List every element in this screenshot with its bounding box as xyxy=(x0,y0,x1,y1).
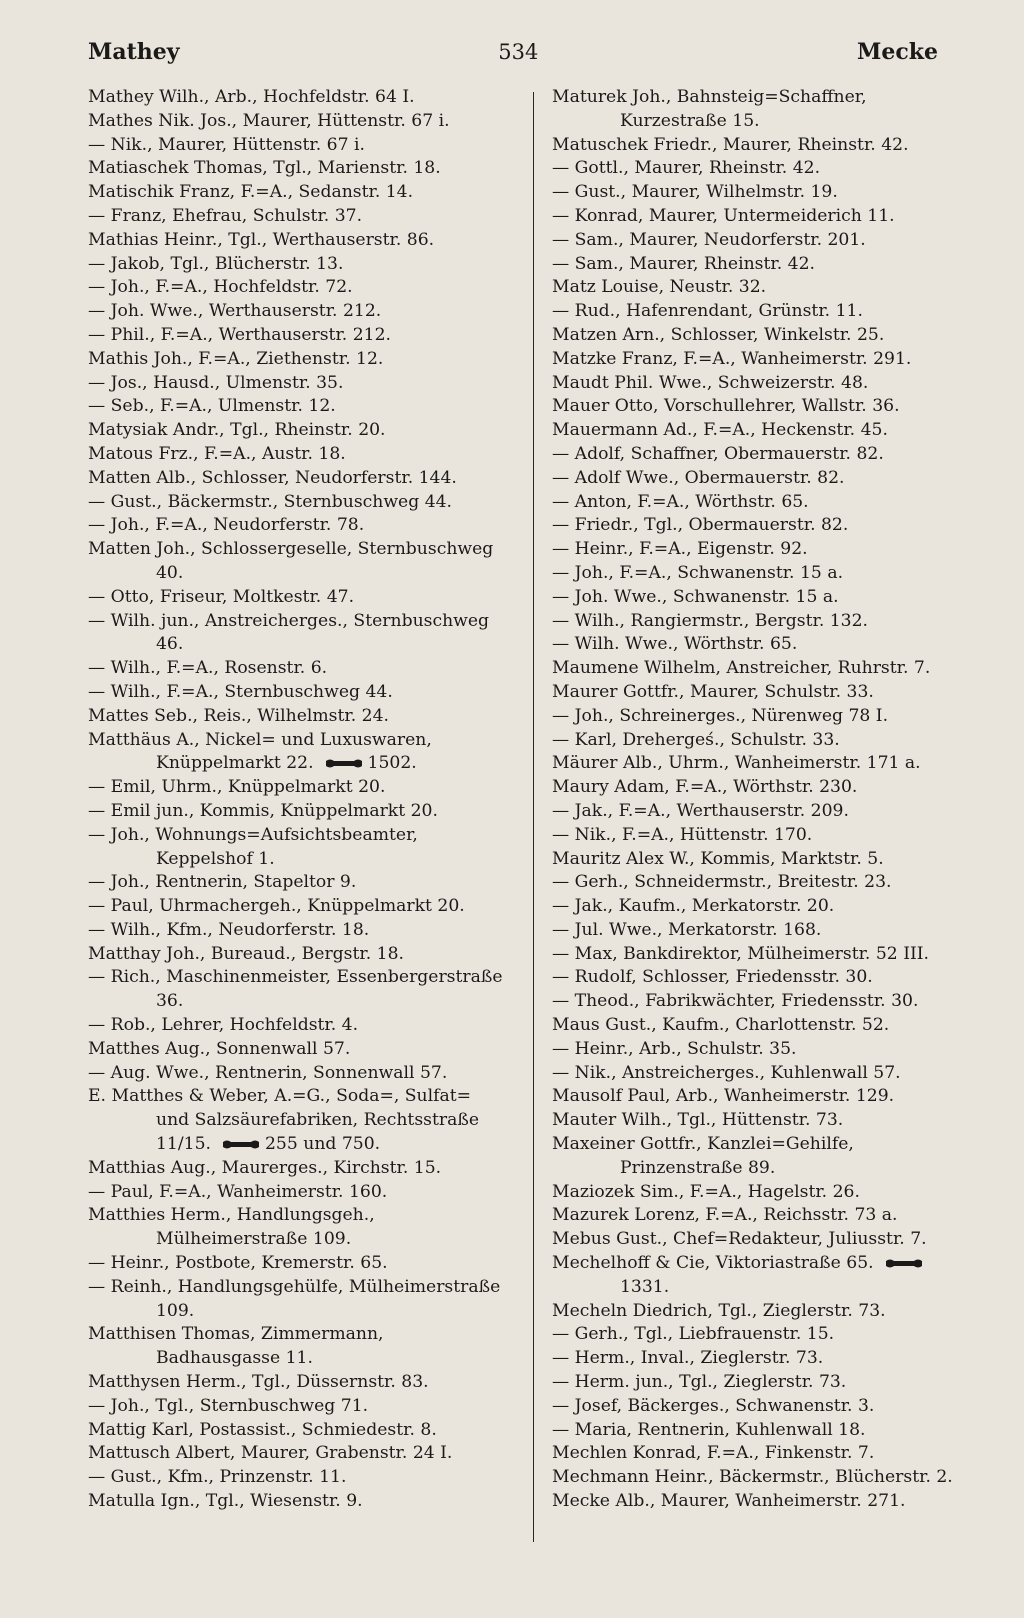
entry-text: Mauritz Alex W., Kommis, Marktstr. 5. xyxy=(552,848,884,869)
directory-entry xyxy=(552,871,970,895)
entry-text: — Gerh., Schneidermstr., Breitestr. 23. xyxy=(552,872,892,893)
entry-text: — Rudolf, Schlosser, Friedensstr. 30. xyxy=(552,967,873,988)
directory-entry xyxy=(88,443,508,467)
directory-entry xyxy=(552,1228,970,1252)
directory-entry xyxy=(88,895,508,919)
directory-entry xyxy=(552,752,970,776)
directory-entry xyxy=(552,1252,970,1300)
telephone-icon xyxy=(221,1139,261,1150)
directory-entry xyxy=(552,848,970,872)
entry-text: — Wilh., F.=A., Rosenstr. 6. xyxy=(88,658,328,679)
directory-entry xyxy=(88,966,508,1014)
directory-entry xyxy=(552,443,970,467)
directory-entry xyxy=(88,919,508,943)
entry-text: — Heinr., Arb., Schulstr. 35. xyxy=(552,1038,797,1059)
directory-entry xyxy=(552,681,970,705)
entry-text: — Gust., Kfm., Prinzenstr. 11. xyxy=(88,1467,347,1488)
directory-entry xyxy=(88,300,508,324)
entry-text: — Rud., Hafenrendant, Grünstr. 11. xyxy=(552,301,863,322)
entry-text: Matten Alb., Schlosser, Neudorferstr. 144. xyxy=(88,467,457,488)
entry-text: Mebus Gust., Chef=Redakteur, Juliusstr. 7. xyxy=(552,1229,927,1250)
directory-entry xyxy=(552,1490,970,1514)
entry-text: Matz Louise, Neustr. 32. xyxy=(552,277,767,298)
entry-text: Mauter Wilh., Tgl., Hüttenstr. 73. xyxy=(552,1110,844,1131)
entry-text: — Wilh., F.=A., Sternbuschweg 44. xyxy=(88,681,393,702)
entry-text: — Maria, Rentnerin, Kuhlenwall 18. xyxy=(552,1419,866,1440)
directory-entry xyxy=(88,372,508,396)
directory-entry xyxy=(552,705,970,729)
directory-entry xyxy=(552,1062,970,1086)
directory-entry xyxy=(552,491,970,515)
entry-text: — Otto, Friseur, Moltkestr. 47. xyxy=(88,586,355,607)
directory-entry xyxy=(88,1323,508,1371)
directory-entry xyxy=(552,966,970,990)
entry-text: — Joh., Schreinerges., Nürenweg 78 I. xyxy=(552,705,889,726)
directory-entry xyxy=(552,205,970,229)
entry-text: — Joh., F.=A., Hochfeldstr. 72. xyxy=(88,277,353,298)
entry-text: Mecheln Diedrich, Tgl., Zieglerstr. 73. xyxy=(552,1300,886,1321)
directory-entry xyxy=(552,657,970,681)
entry-text: — Theod., Fabrikwächter, Friedensstr. 30. xyxy=(552,991,919,1012)
directory-entry xyxy=(88,538,508,586)
entry-text: Mathey Wilh., Arb., Hochfeldstr. 64 I. xyxy=(88,87,415,107)
entry-text: — Jak., Kaufm., Merkatorstr. 20. xyxy=(552,896,835,917)
entry-text: — Rich., Maschinenmeister, Essenbergerstraße 36. xyxy=(88,967,503,1012)
directory-entry xyxy=(552,586,970,610)
phone-number: 1502. xyxy=(367,753,417,774)
directory-entry xyxy=(88,800,508,824)
entry-text: Mecke Alb., Maurer, Wanheimerstr. 271. xyxy=(552,1491,906,1512)
directory-entry xyxy=(88,276,508,300)
telephone-icon xyxy=(324,758,364,769)
directory-entry xyxy=(88,348,508,372)
entry-text: — Emil jun., Kommis, Knüppelmarkt 20. xyxy=(88,800,438,821)
entry-text: — Gust., Bäckermstr., Sternbuschweg 44. xyxy=(88,491,453,512)
directory-entry xyxy=(552,1038,970,1062)
entry-text: Matthies Herm., Handlungsgeh., Mülheimerstraße 109. xyxy=(88,1205,375,1250)
directory-entry xyxy=(88,657,508,681)
entry-text: — Heinr., Postbote, Kremerstr. 65. xyxy=(88,1253,388,1274)
directory-entry xyxy=(552,372,970,396)
entry-text: Mechelhoff & Cie, Viktoriastraße 65. xyxy=(552,1253,874,1274)
entry-text: Maus Gust., Kaufm., Charlottenstr. 52. xyxy=(552,1015,890,1036)
entry-text: — Jak., F.=A., Werthauserstr. 209. xyxy=(552,800,849,821)
entry-text: — Sam., Maurer, Rheinstr. 42. xyxy=(552,253,815,274)
entry-text: — Joh., F.=A., Schwanenstr. 15 a. xyxy=(552,562,844,583)
entry-text: — Wilh. Wwe., Wörthstr. 65. xyxy=(552,634,798,655)
directory-entry xyxy=(552,419,970,443)
directory-entry xyxy=(552,157,970,181)
entry-text: Matthysen Herm., Tgl., Düssernstr. 83. xyxy=(88,1372,429,1393)
entry-text: — Phil., F.=A., Werthauserstr. 212. xyxy=(88,324,391,345)
directory-entry xyxy=(88,110,508,134)
directory-entry xyxy=(552,514,970,538)
entry-text: — Franz, Ehefrau, Schulstr. 37. xyxy=(88,205,363,226)
entry-text: E. Matthes & Weber, A.=G., Soda=, Sulfat= und Salzsäurefabriken, Rechtsstraße 11/15. xyxy=(88,1086,479,1155)
directory-entry xyxy=(552,895,970,919)
header-last-name: Mecke xyxy=(856,39,938,65)
directory-entry xyxy=(88,729,508,777)
entry-text: — Reinh., Handlungsgehülfe, Mülheimerstraße 109. xyxy=(88,1276,501,1321)
entry-text: Matthäus A., Nickel= und Luxuswaren, Knüppelmarkt 22. xyxy=(88,729,432,774)
entry-text: Maury Adam, F.=A., Wörthstr. 230. xyxy=(552,777,858,798)
directory-entry xyxy=(88,586,508,610)
entry-text: Matysiak Andr., Tgl., Rheinstr. 20. xyxy=(88,420,386,441)
directory-entry xyxy=(552,562,970,586)
entry-text: — Herm., Inval., Zieglerstr. 73. xyxy=(552,1348,824,1369)
directory-entry xyxy=(88,1442,508,1466)
directory-entry xyxy=(88,1276,508,1324)
directory-entry xyxy=(88,610,508,658)
entry-text: — Paul, Uhrmachergeh., Knüppelmarkt 20. xyxy=(88,896,465,917)
directory-entry xyxy=(88,1181,508,1205)
directory-entry xyxy=(552,467,970,491)
entry-text: Mauermann Ad., F.=A., Heckenstr. 45. xyxy=(552,420,888,441)
entry-text: Mausolf Paul, Arb., Wanheimerstr. 129. xyxy=(552,1086,895,1107)
entry-text: Mathis Joh., F.=A., Ziethenstr. 12. xyxy=(88,348,384,369)
directory-entry xyxy=(552,229,970,253)
entry-text: — Emil, Uhrm., Knüppelmarkt 20. xyxy=(88,777,386,798)
directory-entry xyxy=(552,1395,970,1419)
directory-entry xyxy=(88,205,508,229)
entry-text: Matthes Aug., Sonnenwall 57. xyxy=(88,1038,351,1059)
entry-text: — Aug. Wwe., Rentnerin, Sonnenwall 57. xyxy=(88,1062,448,1083)
entry-text: Matischik Franz, F.=A., Sedanstr. 14. xyxy=(88,182,414,203)
directory-entry xyxy=(552,1181,970,1205)
directory-entry xyxy=(88,134,508,158)
entry-text: Matuschek Friedr., Maurer, Rheinstr. 42. xyxy=(552,134,909,155)
entry-text: Matiaschek Thomas, Tgl., Marienstr. 18. xyxy=(88,158,441,179)
column-divider xyxy=(533,92,534,1542)
directory-entry xyxy=(88,467,508,491)
directory-entry xyxy=(552,538,970,562)
directory-entry xyxy=(88,491,508,515)
directory-entry xyxy=(552,1085,970,1109)
entry-text: Mattes Seb., Reis., Wilhelmstr. 24. xyxy=(88,705,389,726)
directory-entry xyxy=(552,610,970,634)
entry-text: Matulla Ign., Tgl., Wiesenstr. 9. xyxy=(88,1491,363,1512)
entry-text: Matzen Arn., Schlosser, Winkelstr. 25. xyxy=(552,324,885,345)
entry-text: Mauer Otto, Vorschullehrer, Wallstr. 36. xyxy=(552,396,900,417)
directory-entry xyxy=(552,919,970,943)
directory-entry xyxy=(88,1014,508,1038)
entry-text: Matthay Joh., Bureaud., Bergstr. 18. xyxy=(88,943,404,964)
entry-text: — Gottl., Maurer, Rheinstr. 42. xyxy=(552,158,821,179)
directory-entry xyxy=(552,824,970,848)
directory-entry xyxy=(552,395,970,419)
directory-entry xyxy=(552,1204,970,1228)
entry-text: — Wilh., Rangiermstr., Bergstr. 132. xyxy=(552,610,869,631)
directory-entry xyxy=(88,324,508,348)
entry-text: — Anton, F.=A., Wörthstr. 65. xyxy=(552,491,809,512)
directory-entry xyxy=(88,157,508,181)
entry-text: — Joh. Wwe., Werthauserstr. 212. xyxy=(88,301,382,322)
entry-text: Matthias Aug., Maurerges., Kirchstr. 15. xyxy=(88,1157,442,1178)
directory-entry xyxy=(88,253,508,277)
entry-text: — Wilh. jun., Anstreicherges., Sternbuschweg 46. xyxy=(88,610,490,655)
directory-entry xyxy=(552,1300,970,1324)
directory-entry xyxy=(552,1419,970,1443)
directory-entry xyxy=(552,300,970,324)
directory-entry xyxy=(552,181,970,205)
entry-text: Maumene Wilhelm, Anstreicher, Ruhrstr. 7. xyxy=(552,658,931,679)
entry-text: — Friedr., Tgl., Obermauerstr. 82. xyxy=(552,515,849,536)
entry-text: — Nik., Maurer, Hüttenstr. 67 i. xyxy=(88,134,365,155)
entry-text: — Gust., Maurer, Wilhelmstr. 19. xyxy=(552,182,838,203)
directory-entry xyxy=(88,1085,508,1156)
right-column xyxy=(552,86,970,1514)
directory-entry xyxy=(552,1347,970,1371)
entry-text: Matten Joh., Schlossergeselle, Sternbuschweg 40. xyxy=(88,539,494,583)
directory-entry xyxy=(552,253,970,277)
entry-text: — Joh., Rentnerin, Stapeltor 9. xyxy=(88,872,357,893)
entry-text: — Seb., F.=A., Ulmenstr. 12. xyxy=(88,396,336,417)
phone-number: 255 und 750. xyxy=(265,1134,381,1155)
directory-entry xyxy=(88,1157,508,1181)
directory-entry xyxy=(552,276,970,300)
entry-text: — Gerh., Tgl., Liebfrauenstr. 15. xyxy=(552,1324,835,1345)
header-first-name: Mathey xyxy=(88,39,180,65)
directory-entry xyxy=(552,134,970,158)
directory-entry xyxy=(88,776,508,800)
entry-text: Maurer Gottfr., Maurer, Schulstr. 33. xyxy=(552,681,874,702)
entry-text: — Konrad, Maurer, Untermeiderich 11. xyxy=(552,205,895,226)
entry-text: Maziozek Sim., F.=A., Hagelstr. 26. xyxy=(552,1181,860,1202)
directory-entry xyxy=(552,1014,970,1038)
entry-text: — Nik., F.=A., Hüttenstr. 170. xyxy=(552,824,813,845)
entry-text: Mathes Nik. Jos., Maurer, Hüttenstr. 67 i. xyxy=(88,110,450,131)
entry-text: Matthisen Thomas, Zimmermann, Badhausgasse 11. xyxy=(88,1324,384,1369)
entry-text: — Adolf, Schaffner, Obermauerstr. 82. xyxy=(552,443,884,464)
directory-entry xyxy=(552,1133,970,1181)
entry-text: — Jul. Wwe., Merkatorstr. 168. xyxy=(552,919,822,940)
entry-text: Maturek Joh., Bahnsteig=Schaffner, Kurzestraße 15. xyxy=(552,87,867,131)
entry-text: — Paul, F.=A., Wanheimerstr. 160. xyxy=(88,1181,388,1202)
directory-entry xyxy=(88,1490,508,1514)
entry-text: — Joh., Wohnungs=Aufsichtsbeamter, Keppelshof 1. xyxy=(88,824,418,869)
directory-entry xyxy=(88,943,508,967)
directory-entry xyxy=(88,1204,508,1252)
directory-entry xyxy=(88,1371,508,1395)
left-column xyxy=(88,86,508,1514)
directory-entry xyxy=(552,800,970,824)
directory-entry xyxy=(88,514,508,538)
entry-text: — Joh., F.=A., Neudorferstr. 78. xyxy=(88,515,365,536)
directory-entry xyxy=(552,1466,970,1490)
directory-entry xyxy=(88,181,508,205)
directory-entry xyxy=(552,633,970,657)
entry-text: — Adolf Wwe., Obermauerstr. 82. xyxy=(552,467,845,488)
directory-entry xyxy=(88,1466,508,1490)
entry-text: Matous Frz., F.=A., Austr. 18. xyxy=(88,443,346,464)
running-header xyxy=(88,34,938,70)
directory-entry xyxy=(552,729,970,753)
directory-entry xyxy=(552,990,970,1014)
directory-entry xyxy=(88,395,508,419)
entry-text: — Sam., Maurer, Neudorferstr. 201. xyxy=(552,229,866,250)
entry-text: — Jakob, Tgl., Blücherstr. 13. xyxy=(88,253,344,274)
directory-entry xyxy=(88,1038,508,1062)
directory-entry xyxy=(88,86,508,110)
directory-entry xyxy=(88,824,508,872)
directory-entry xyxy=(552,776,970,800)
directory-entry xyxy=(552,1442,970,1466)
directory-entry xyxy=(88,229,508,253)
entry-text: — Joh. Wwe., Schwanenstr. 15 a. xyxy=(552,586,839,607)
entry-text: Maxeiner Gottfr., Kanzlei=Gehilfe, Prinzenstraße 89. xyxy=(552,1134,854,1178)
directory-entry xyxy=(552,324,970,348)
directory-entry xyxy=(552,943,970,967)
directory-entry xyxy=(552,1109,970,1133)
entry-text: — Heinr., F.=A., Eigenstr. 92. xyxy=(552,539,808,560)
directory-entry xyxy=(88,1395,508,1419)
directory-entry xyxy=(88,419,508,443)
directory-entry xyxy=(552,1371,970,1395)
entry-text: — Joh., Tgl., Sternbuschweg 71. xyxy=(88,1395,369,1416)
page-number: 534 xyxy=(498,40,539,64)
entry-text: — Jos., Hausd., Ulmenstr. 35. xyxy=(88,372,344,393)
telephone-icon xyxy=(884,1258,924,1269)
entry-text: — Nik., Anstreicherges., Kuhlenwall 57. xyxy=(552,1062,901,1083)
entry-text: Mäurer Alb., Uhrm., Wanheimerstr. 171 a. xyxy=(552,753,921,774)
entry-text: Matzke Franz, F.=A., Wanheimerstr. 291. xyxy=(552,348,912,369)
directory-entry xyxy=(88,871,508,895)
directory-entry xyxy=(88,681,508,705)
entry-text: Mazurek Lorenz, F.=A., Reichsstr. 73 a. xyxy=(552,1205,898,1226)
directory-entry xyxy=(552,1323,970,1347)
entry-text: — Herm. jun., Tgl., Zieglerstr. 73. xyxy=(552,1372,847,1393)
entry-text: Mathias Heinr., Tgl., Werthauserstr. 86. xyxy=(88,229,435,250)
entry-text: Mattusch Albert, Maurer, Grabenstr. 24 I. xyxy=(88,1443,453,1464)
entry-text: — Josef, Bäckerges., Schwanenstr. 3. xyxy=(552,1395,875,1416)
directory-entry xyxy=(88,1062,508,1086)
entry-text: — Rob., Lehrer, Hochfeldstr. 4. xyxy=(88,1015,359,1036)
entry-text: — Wilh., Kfm., Neudorferstr. 18. xyxy=(88,919,370,940)
directory-entry xyxy=(88,1419,508,1443)
entry-text: Maudt Phil. Wwe., Schweizerstr. 48. xyxy=(552,372,869,393)
directory-entry xyxy=(552,86,970,134)
directory-entry xyxy=(88,1252,508,1276)
entry-text: — Max, Bankdirektor, Mülheimerstr. 52 III. xyxy=(552,943,930,964)
entry-text: Mechmann Heinr., Bäckermstr., Blücherstr. 2. xyxy=(552,1467,953,1488)
entry-text: Mechlen Konrad, F.=A., Finkenstr. 7. xyxy=(552,1443,875,1464)
entry-text: Mattig Karl, Postassist., Schmiedestr. 8. xyxy=(88,1419,437,1440)
entry-text: — Karl, Drehergeś., Schulstr. 33. xyxy=(552,729,840,750)
phone-number: 1331. xyxy=(620,1276,670,1297)
directory-entry xyxy=(552,348,970,372)
directory-entry xyxy=(88,705,508,729)
